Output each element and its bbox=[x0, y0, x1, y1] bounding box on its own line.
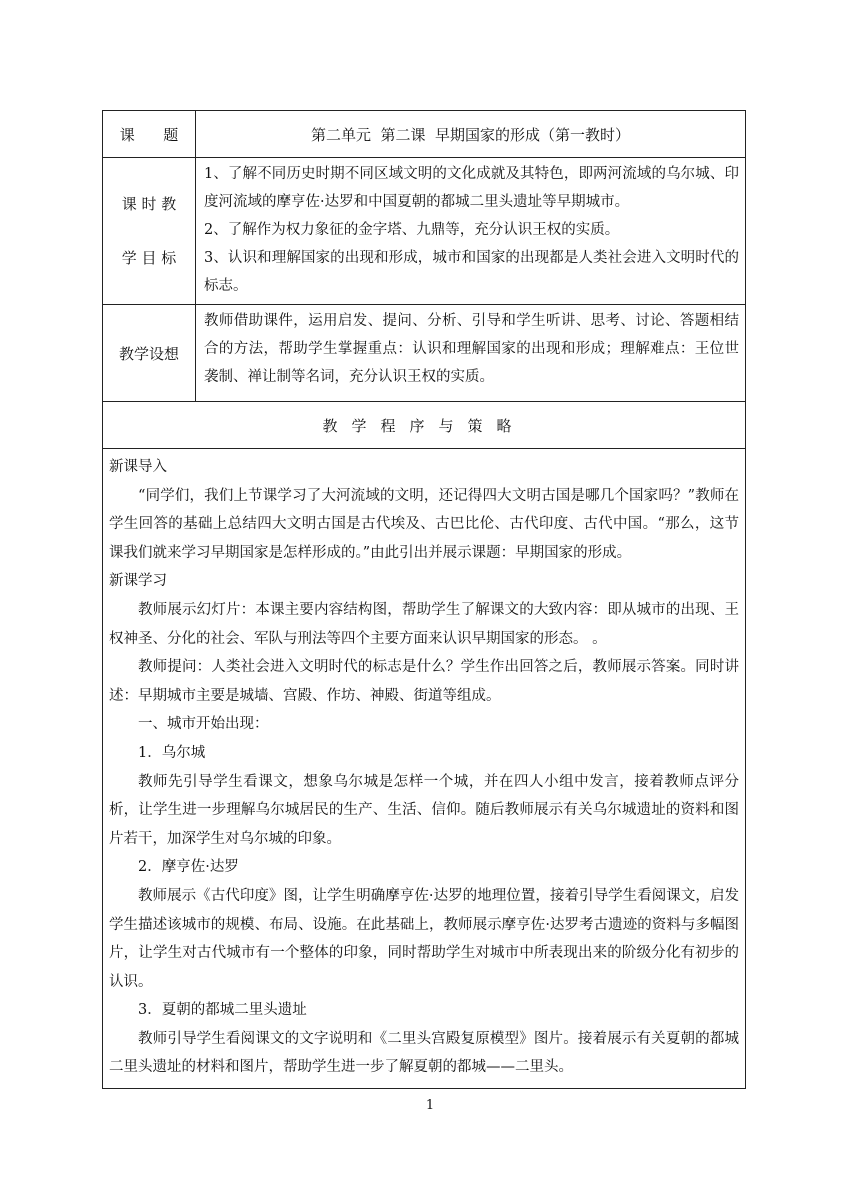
body-subheading: 3．夏朝的都城二里头遗址 bbox=[138, 1002, 307, 1019]
goals-content bbox=[196, 158, 746, 305]
goal-item-3: 3、认识和理解国家的出现和形成，城市和国家的出现都是人类社会进入文明时代的标志。 bbox=[204, 250, 739, 294]
section-title-row bbox=[103, 402, 746, 449]
body-paragraph: 教师先引导学生看课文，想象乌尔城是怎样一个城，并在四人小组中发言，接着教师点评分析，让学生进一步理解乌尔城居民的生产、生活、信仰。随后教师展示有关乌尔城遗址的资料和图片若干，加深学生对乌尔城的印象。 bbox=[109, 773, 739, 847]
body-heading-intro: 新课导入 bbox=[109, 459, 167, 475]
topic-value: 第二单元 第二课 早期国家的形成（第一教时） bbox=[196, 111, 746, 158]
body-paragraph: 教师提问：人类社会进入文明时代的标志是什么？学生作出回答之后，教师展示答案。同时讲述：早期城市主要是城墙、宫殿、作坊、神殿、街道等组成。 bbox=[109, 659, 739, 704]
section-title: 教学程序与策略 bbox=[103, 402, 746, 449]
body-subheading: 一、城市开始出现： bbox=[138, 716, 269, 733]
design-content: 教师借助课件，运用启发、提问、分析、引导和学生听讲、思考、讨论、答题相结合的方法，帮助学生掌握重点：认识和理解国家的出现和形成；理解难点：王位世袭制、禅让制等名词，充分认识王权的实质。 bbox=[196, 305, 746, 402]
design-row bbox=[103, 305, 746, 402]
design-label: 教学设想 bbox=[103, 305, 196, 402]
goals-label-line-1: 课 时 教 bbox=[121, 195, 177, 213]
body-heading-study: 新课学习 bbox=[109, 573, 167, 590]
body-paragraph: 教师展示幻灯片：本课主要内容结构图，帮助学生了解课文的大致内容：即从城市的出现、王权神圣、分化的社会、军队与刑法等四个主要方面来认识早期国家的形态。 。 bbox=[109, 601, 739, 647]
lesson-plan-table bbox=[102, 110, 746, 1089]
body-subheading: 2．摩亨佐·达罗 bbox=[138, 859, 239, 876]
goal-item-1: 1、了解不同历史时期不同区域文明的文化成就及其特色，即两河流域的乌尔城、印度河流域的摩亨佐·达罗和中国夏朝的都城二里头遗址等早期城市。 bbox=[204, 166, 739, 210]
goals-row bbox=[103, 158, 746, 305]
goals-label-line-2: 学 目 标 bbox=[121, 249, 177, 267]
body-paragraph: 教师展示《古代印度》图，让学生明确摩亨佐·达罗的地理位置，接着引导学生看阅课文，启发学生描述该城市的规模、布局、设施。在此基础上，教师展示摩亨佐·达罗考古遗迹的资料与多幅图片，让学生对古代城市有一个整体的印象，同时帮助学生对城市中所表现出来的阶级分化有初步的认识。 bbox=[109, 887, 739, 990]
body-content bbox=[103, 449, 746, 1089]
body-paragraph: “同学们，我们上节课学习了大河流域的文明，还记得四大文明古国是哪几个国家吗？”教师在学生回答的基础上总结四大文明古国是古代埃及、古巴比伦、古代印度、古代中国。“那么，这节课我们就来学习早期国家是怎样形成的。”由此引出并展示课题：早期国家的形成。 bbox=[109, 487, 739, 561]
goal-item-2: 2、了解作为权力象征的金字塔、九鼎等，充分认识王权的实质。 bbox=[204, 222, 620, 238]
body-row bbox=[103, 449, 746, 1089]
topic-row bbox=[103, 111, 746, 158]
body-paragraph: 教师引导学生看阅课文的文字说明和《二里头宫殿复原模型》图片。接着展示有关夏朝的都城二里头遗址的材料和图片，帮助学生进一步了解夏朝的都城——二里头。 bbox=[109, 1030, 739, 1076]
topic-label: 课 题 bbox=[103, 111, 196, 158]
page-number: 1 bbox=[425, 1098, 435, 1113]
goals-label bbox=[103, 158, 196, 305]
body-subheading: 1．乌尔城 bbox=[138, 744, 206, 761]
